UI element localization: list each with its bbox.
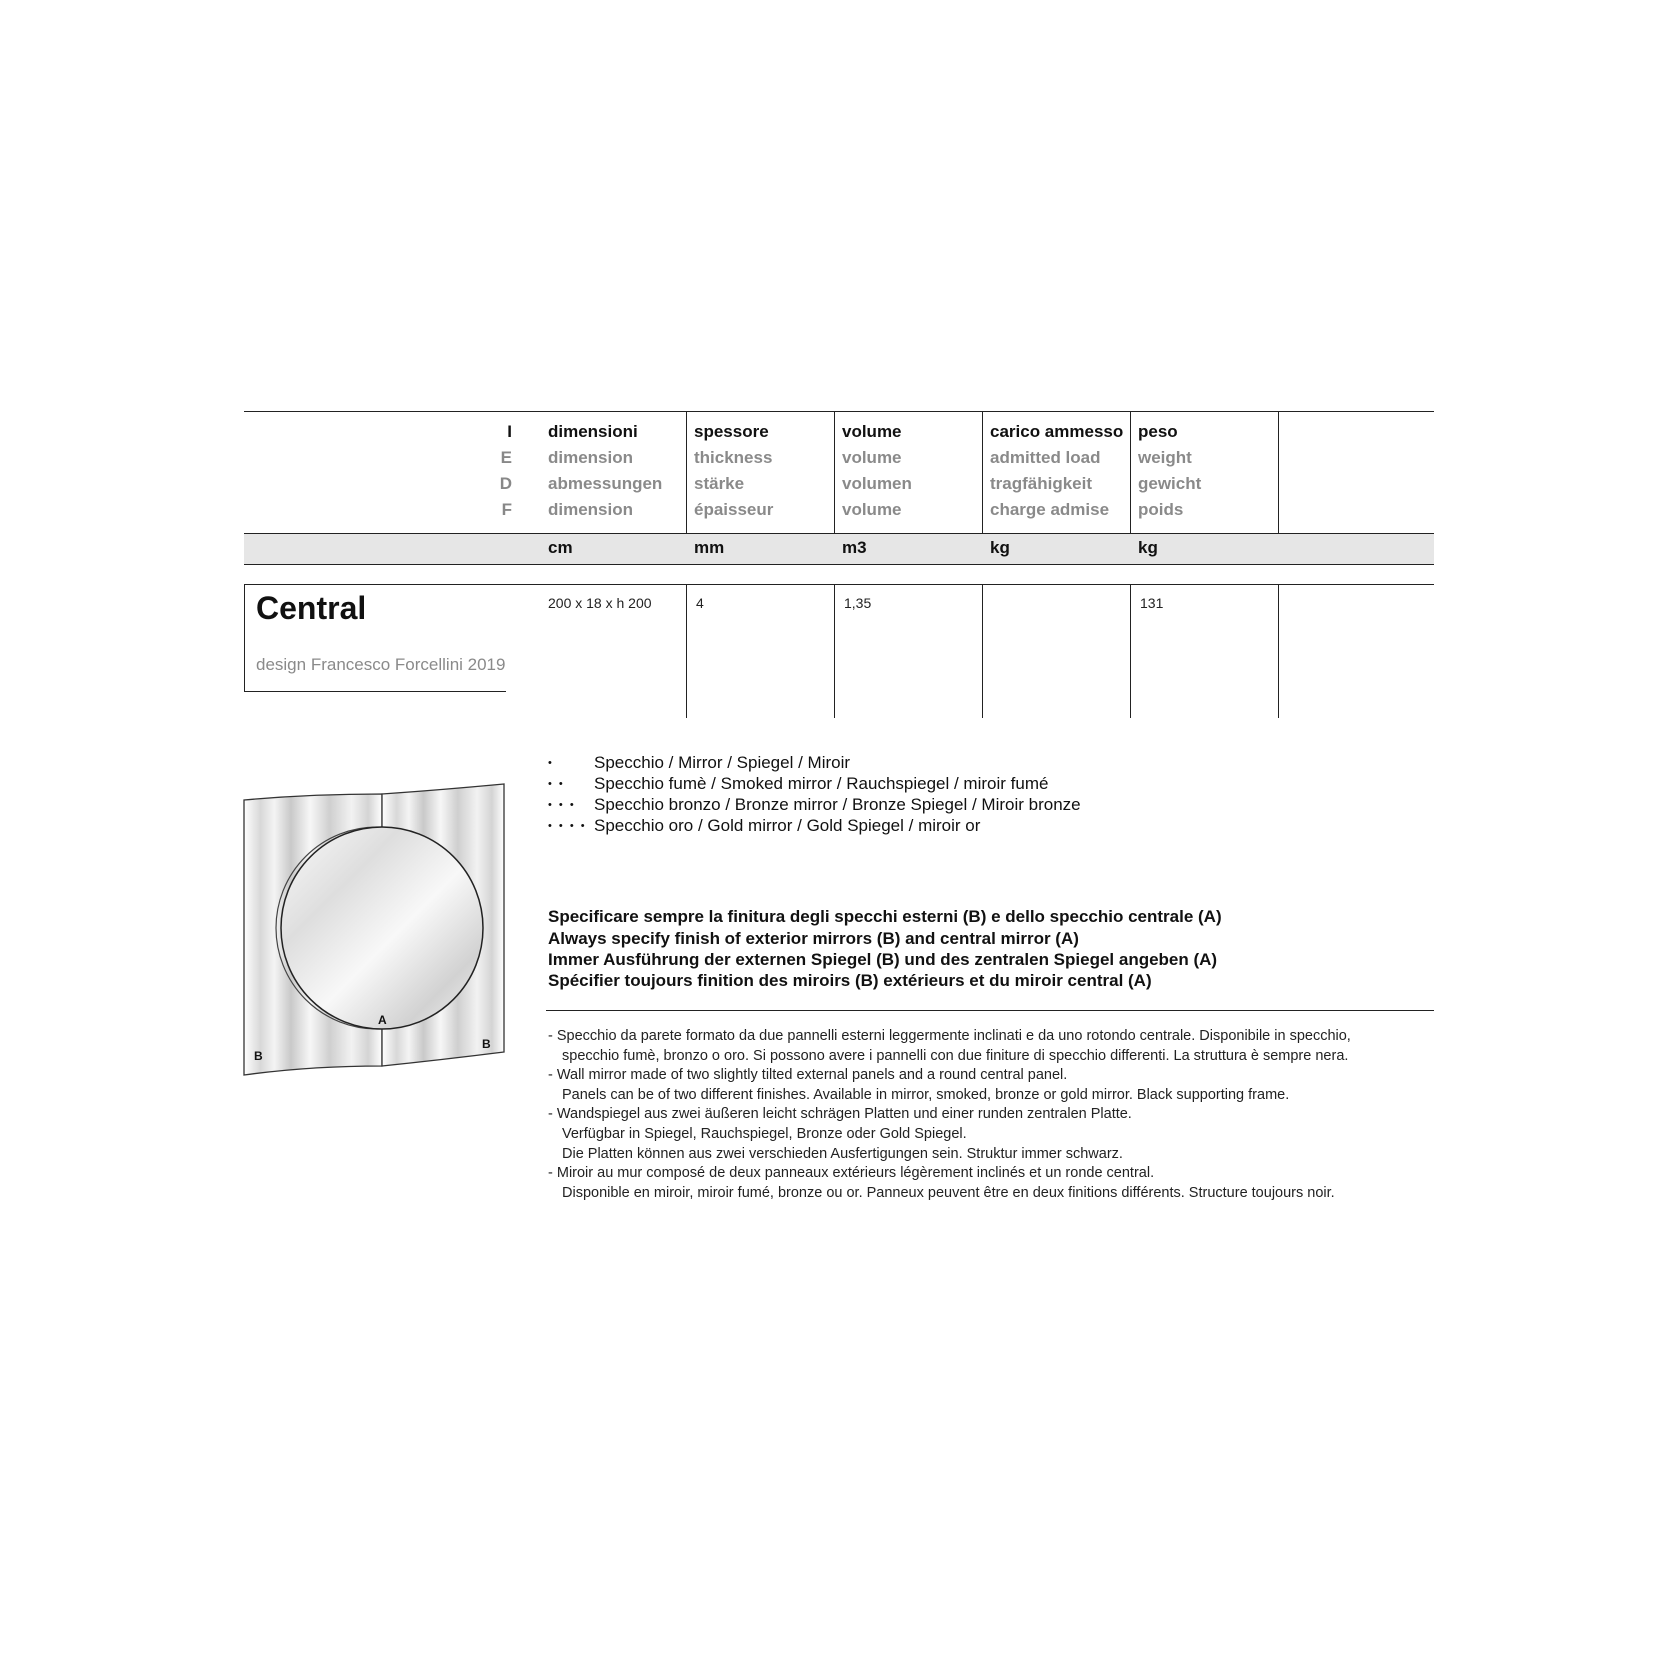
unit-weight: kg xyxy=(1138,538,1158,557)
label-a: A xyxy=(378,1013,387,1027)
header-label-en: thickness xyxy=(694,448,773,467)
lang-code-de: D xyxy=(499,474,512,493)
description-line: Wall mirror made of two slightly tilted external panels and a round central panel. xyxy=(556,1067,1068,1084)
header-divider xyxy=(1278,411,1279,533)
row-divider xyxy=(686,584,687,718)
row-divider xyxy=(982,584,983,718)
finish-label: Specchio fumè / Smoked mirror / Rauchspiegel / miroir fumé xyxy=(594,774,1049,793)
header-label-en: volume xyxy=(842,448,902,467)
finish-item xyxy=(548,794,1081,816)
header-label-fr: dimension xyxy=(548,500,634,519)
header-weight xyxy=(1138,419,1288,523)
description-line: Specchio da parete formato da due pannelli esterni leggermente inclinati e da uno rotondo centrale. Disponibile in specchio, xyxy=(556,1028,1351,1044)
unit-volume: m3 xyxy=(842,538,867,557)
row-divider xyxy=(1130,584,1131,718)
header-label-en: admitted load xyxy=(990,448,1101,467)
description-line: Wandspiegel aus zwei äußeren leicht schrägen Platten und einer runden zentralen Platte. xyxy=(556,1106,1132,1123)
central-mirror-a xyxy=(281,827,483,1029)
header-dimensions xyxy=(548,419,698,523)
finish-item xyxy=(548,752,850,774)
header-label-fr: épaisseur xyxy=(694,500,774,519)
description-fr: - Miroir au mur composé de deux panneaux extérieurs légèrement inclinés et un ronde central. Disponible en miroir, miroir fumé, bronze ou or. Panneux peuvent être en deux finitions différents. Structure toujours noir. xyxy=(548,1164,1428,1203)
header-label-it: volume xyxy=(842,422,902,441)
specify-note-fr: Spécifier toujours finition des miroirs (B) extérieurs et du miroir central (A) xyxy=(548,971,1152,990)
description-line: Die Platten können aus zwei verschieden Ausfertigungen sein. Struktur immer schwarz. xyxy=(562,1145,1123,1162)
specify-note-en: Always specify finish of exterior mirrors (B) and central mirror (A) xyxy=(548,929,1079,948)
header-label-fr: charge admise xyxy=(990,500,1110,519)
description-line: specchio fumè, bronzo o oro. Si possono avere i pannelli con due finiture di specchio differenti. La struttura è sempre nera. xyxy=(562,1047,1349,1064)
row-divider xyxy=(1278,584,1279,718)
finish-dots: • xyxy=(548,757,554,769)
header-divider xyxy=(686,411,687,533)
header-label-it: carico ammesso xyxy=(990,422,1124,441)
description-it: - Specchio da parete formato da due pannelli esterni leggermente inclinati e da uno rotondo centrale. Disponibile in specchio, specchio fumè, bronzo o oro. Si possono avere i pannelli con due finiture di specchio differenti. La struttura è sempre nera. xyxy=(548,1027,1428,1066)
finish-item xyxy=(548,815,980,837)
header-label-it: dimensioni xyxy=(548,422,638,441)
product-designer: design Francesco Forcellini 2019 xyxy=(256,655,506,674)
value-weight: 131 xyxy=(1140,595,1164,611)
header-label-it: spessore xyxy=(694,422,769,441)
finish-label: Specchio bronzo / Bronze mirror / Bronze Spiegel / Miroir bronze xyxy=(594,795,1081,814)
value-volume: 1,35 xyxy=(844,595,872,611)
unit-dimensions: cm xyxy=(548,538,573,557)
header-label-fr: poids xyxy=(1138,500,1184,519)
product-description xyxy=(548,1027,1428,1203)
specify-note-it: Specificare sempre la finitura degli specchi esterni (B) e dello specchio centrale (A) xyxy=(548,907,1222,926)
description-line: Disponible en miroir, miroir fumé, bronze ou or. Panneux peuvent être en deux finitions différents. Structure toujours noir. xyxy=(562,1184,1335,1201)
header-label-de: tragfähigkeit xyxy=(990,474,1093,493)
header-label-de: gewicht xyxy=(1138,474,1202,493)
header-thickness xyxy=(694,419,844,523)
lang-code-fr: F xyxy=(501,500,512,519)
header-label-de: abmessungen xyxy=(548,474,663,493)
description-en: - Wall mirror made of two slightly tilted external panels and a round central panel. Panels can be of two different finishes. Available in mirror, smoked, bronze or gold mirror. Black supporting frame. xyxy=(548,1066,1428,1105)
unit-band xyxy=(244,533,1434,565)
finish-dots: • • xyxy=(548,778,565,790)
finish-label: Specchio oro / Gold mirror / Gold Spiegel / miroir or xyxy=(594,816,981,835)
table-top-rule xyxy=(244,411,1434,412)
header-label-de: stärke xyxy=(694,474,745,493)
lang-code-it: I xyxy=(507,422,512,441)
description-rule xyxy=(546,1010,1434,1011)
description-de: - Wandspiegel aus zwei äußeren leicht schrägen Platten und einer runden zentralen Platte. Verfügbar in Spiegel, Rauchspiegel, Bronze oder Gold Spiegel. Die Platten können aus zwei verschieden Ausfertigungen sein. Struktur immer schwarz. xyxy=(548,1105,1428,1164)
value-dimensions: 200 x 18 x h 200 xyxy=(548,595,652,611)
label-b-right: B xyxy=(482,1037,491,1051)
description-line: Verfügbar in Spiegel, Rauchspiegel, Bronze oder Gold Spiegel. xyxy=(562,1125,967,1142)
product-box-bottom xyxy=(244,691,506,692)
product-name: Central xyxy=(256,590,367,626)
value-thickness: 4 xyxy=(696,595,704,611)
product-row-top-rule xyxy=(244,584,1434,585)
description-line: Miroir au mur composé de deux panneaux extérieurs légèrement inclinés et un ronde central. xyxy=(556,1165,1155,1182)
product-box-left xyxy=(244,584,245,691)
header-volume xyxy=(842,419,992,523)
header-label-it: peso xyxy=(1138,422,1178,441)
header-label-en: dimension xyxy=(548,448,634,467)
finish-dots: • • • • xyxy=(548,820,587,832)
header-label-fr: volume xyxy=(842,500,902,519)
label-b-left: B xyxy=(254,1049,263,1063)
row-divider xyxy=(834,584,835,718)
mirror-drawing xyxy=(240,780,520,1085)
finish-label: Specchio / Mirror / Spiegel / Miroir xyxy=(594,753,851,772)
unit-thickness: mm xyxy=(694,538,725,557)
unit-load: kg xyxy=(990,538,1010,557)
header-label-de: volumen xyxy=(842,474,912,493)
finish-dots: • • • xyxy=(548,799,576,811)
header-load xyxy=(990,419,1140,523)
header-divider xyxy=(834,411,835,533)
lang-code-en: E xyxy=(500,448,512,467)
specify-note-de: Immer Ausführung der externen Spiegel (B) und des zentralen Spiegel angeben (A) xyxy=(548,950,1218,969)
finish-item xyxy=(548,773,1048,795)
header-label-en: weight xyxy=(1138,448,1192,467)
description-line: Panels can be of two different finishes. Available in mirror, smoked, bronze or gold mirror. Black supporting frame. xyxy=(562,1086,1290,1103)
header-divider xyxy=(982,411,983,533)
header-divider xyxy=(1130,411,1131,533)
